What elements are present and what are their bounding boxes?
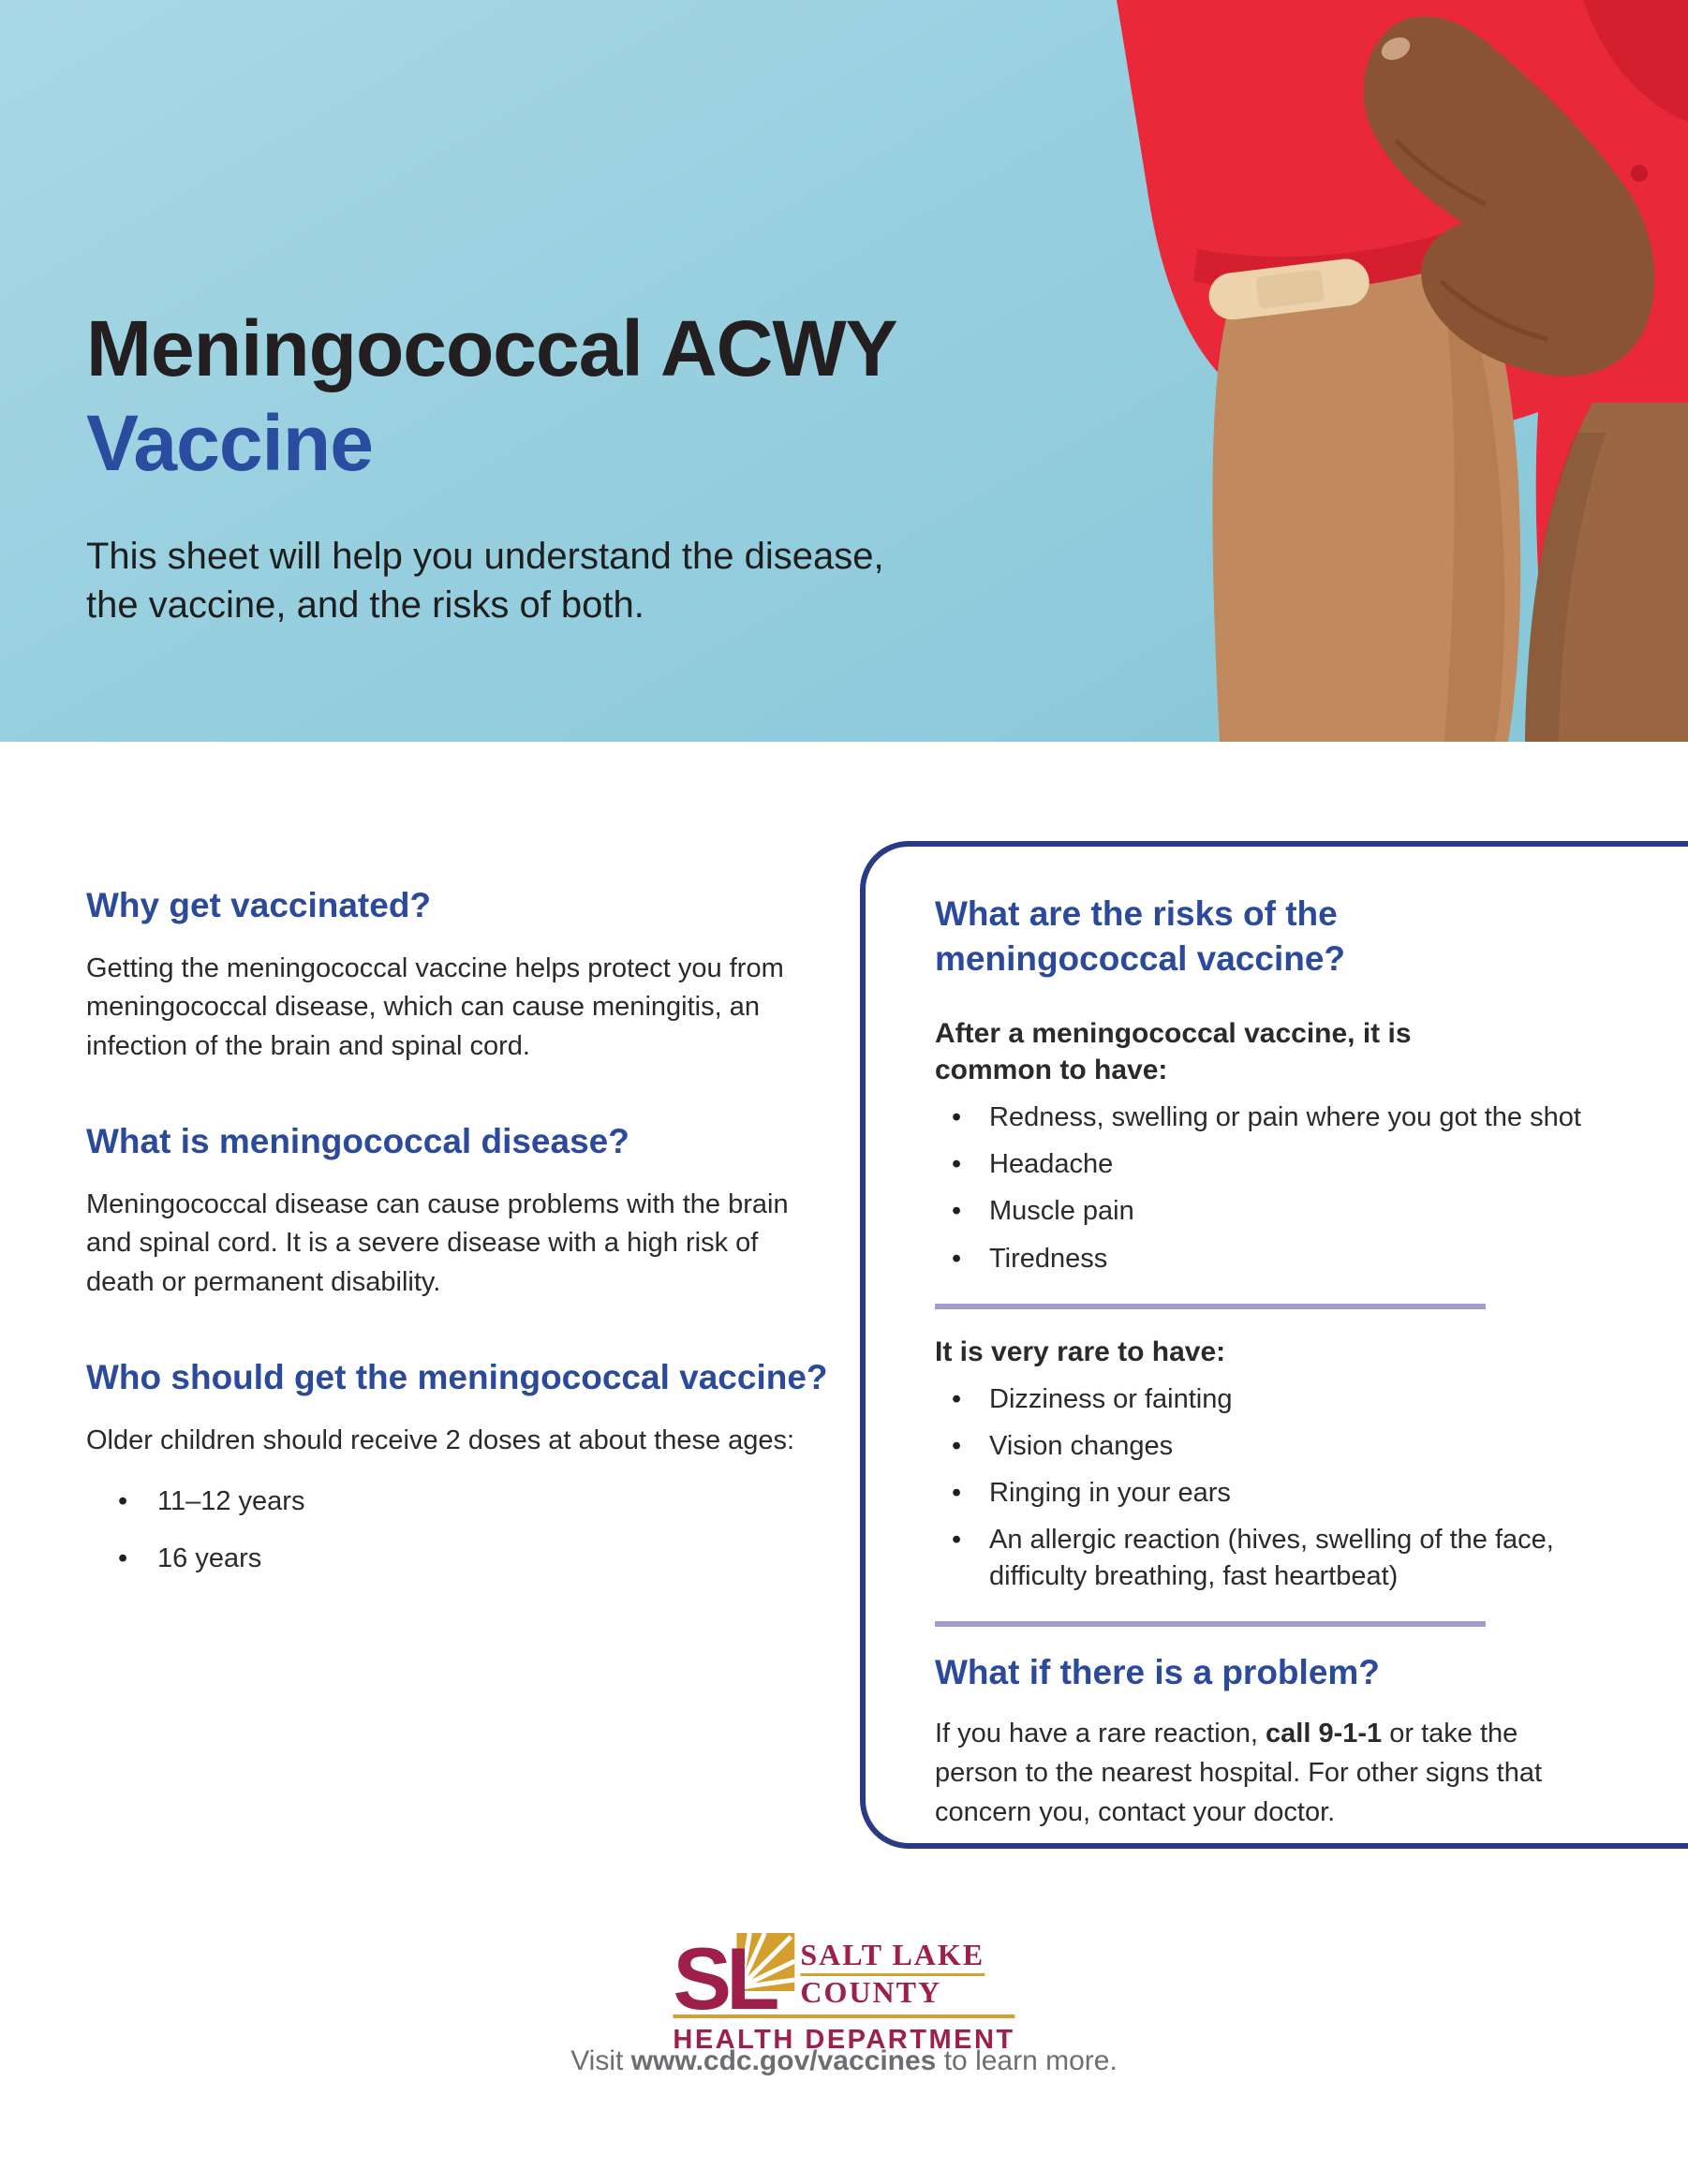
list-item: • Dizziness or fainting <box>935 1381 1583 1418</box>
page-subtitle <box>86 532 1070 631</box>
divider <box>935 1621 1486 1627</box>
logo-name-line1: SALT LAKE <box>800 1939 985 1976</box>
salt-lake-county-health-logo <box>673 1929 1015 2056</box>
risks-panel <box>860 841 1688 1849</box>
cdc-vaccines-link[interactable]: www.cdc.gov/vaccines <box>630 2045 937 2076</box>
list-item: • Vision changes <box>935 1428 1583 1465</box>
section-what-is-disease <box>86 1120 836 1302</box>
logo-top-row <box>673 1929 1014 2028</box>
list-item: • An allergic reaction (hives, swelling of the face, difficulty breathing, fast heartbeat) <box>935 1522 1583 1595</box>
list-item: • Redness, swelling or pain where you got the shot <box>935 1099 1583 1136</box>
shirt-button <box>1631 165 1648 182</box>
page-title-line1: Meningococcal ACWY <box>86 304 897 392</box>
title-block <box>86 302 1070 630</box>
list-item: • Muscle pain <box>935 1193 1583 1230</box>
cdc-visit-line <box>0 2045 1688 2077</box>
list-item: • Headache <box>935 1146 1583 1183</box>
page-title <box>86 302 1070 491</box>
section-body: Getting the meningococcal vaccine helps protect you from meningococcal disease, which can cause meningitis, an infection of the brain and spinal cord. <box>86 953 784 1061</box>
header-band <box>0 0 1688 742</box>
page-subtitle-line2: the vaccine, and the risks of both. <box>86 584 644 627</box>
section-who-should-get <box>86 1356 836 1597</box>
list-item: • Ringing in your ears <box>935 1475 1583 1512</box>
section-why-get-vaccinated <box>86 884 836 1066</box>
common-reactions-list <box>935 1099 1583 1277</box>
logo-department-text: HEALTH DEPARTMENT <box>673 2025 1015 2055</box>
section-body: Meningococcal disease can cause problems with the brain and spinal cord. It is a severe disease with a high risk of death or permanent disability. <box>86 1189 789 1297</box>
rare-reactions-intro: It is very rare to have: <box>935 1335 1226 1367</box>
logo-name-line2: COUNTY <box>800 1975 942 2010</box>
section-heading: Why get vaccinated? <box>86 886 432 924</box>
page-subtitle-line1: This sheet will help you understand the disease, <box>86 535 884 577</box>
section-heading: What is meningococcal disease? <box>86 1122 629 1160</box>
problem-text-before: If you have a rare reaction, <box>935 1718 1266 1749</box>
risks-heading: What are the risks of the meningococcal vaccine? <box>935 894 1346 979</box>
divider <box>935 1304 1486 1309</box>
common-reactions-intro: After a meningococcal vaccine, it is common to have: <box>935 1018 1412 1086</box>
section-intro: Older children should receive 2 doses at about these ages: <box>86 1425 795 1456</box>
list-item: • 16 years <box>86 1540 836 1578</box>
visit-suffix: to learn more. <box>936 2045 1118 2076</box>
call-911-text: call 9-1-1 <box>1266 1718 1383 1749</box>
rare-reactions-list <box>935 1381 1583 1596</box>
problem-heading: What if there is a problem? <box>935 1653 1380 1692</box>
sl-monogram <box>673 1929 791 2028</box>
section-heading: Who should get the meningococcal vaccine? <box>86 1358 828 1396</box>
list-item: • Tiredness <box>935 1241 1583 1277</box>
logo-name-stack <box>800 1939 985 2010</box>
photo-arm-with-bandage <box>1115 0 1688 742</box>
visit-prefix: Visit <box>570 2045 631 2076</box>
problem-text <box>935 1714 1548 1832</box>
page-title-line2: Vaccine <box>86 398 373 487</box>
sl-monogram-text: SL <box>673 1929 775 2028</box>
age-list <box>86 1483 836 1577</box>
list-item: • 11–12 years <box>86 1483 836 1521</box>
problem-text-after: or take the person to the nearest hospital. For other signs that concern you, contact your doctor. <box>935 1718 1543 1827</box>
